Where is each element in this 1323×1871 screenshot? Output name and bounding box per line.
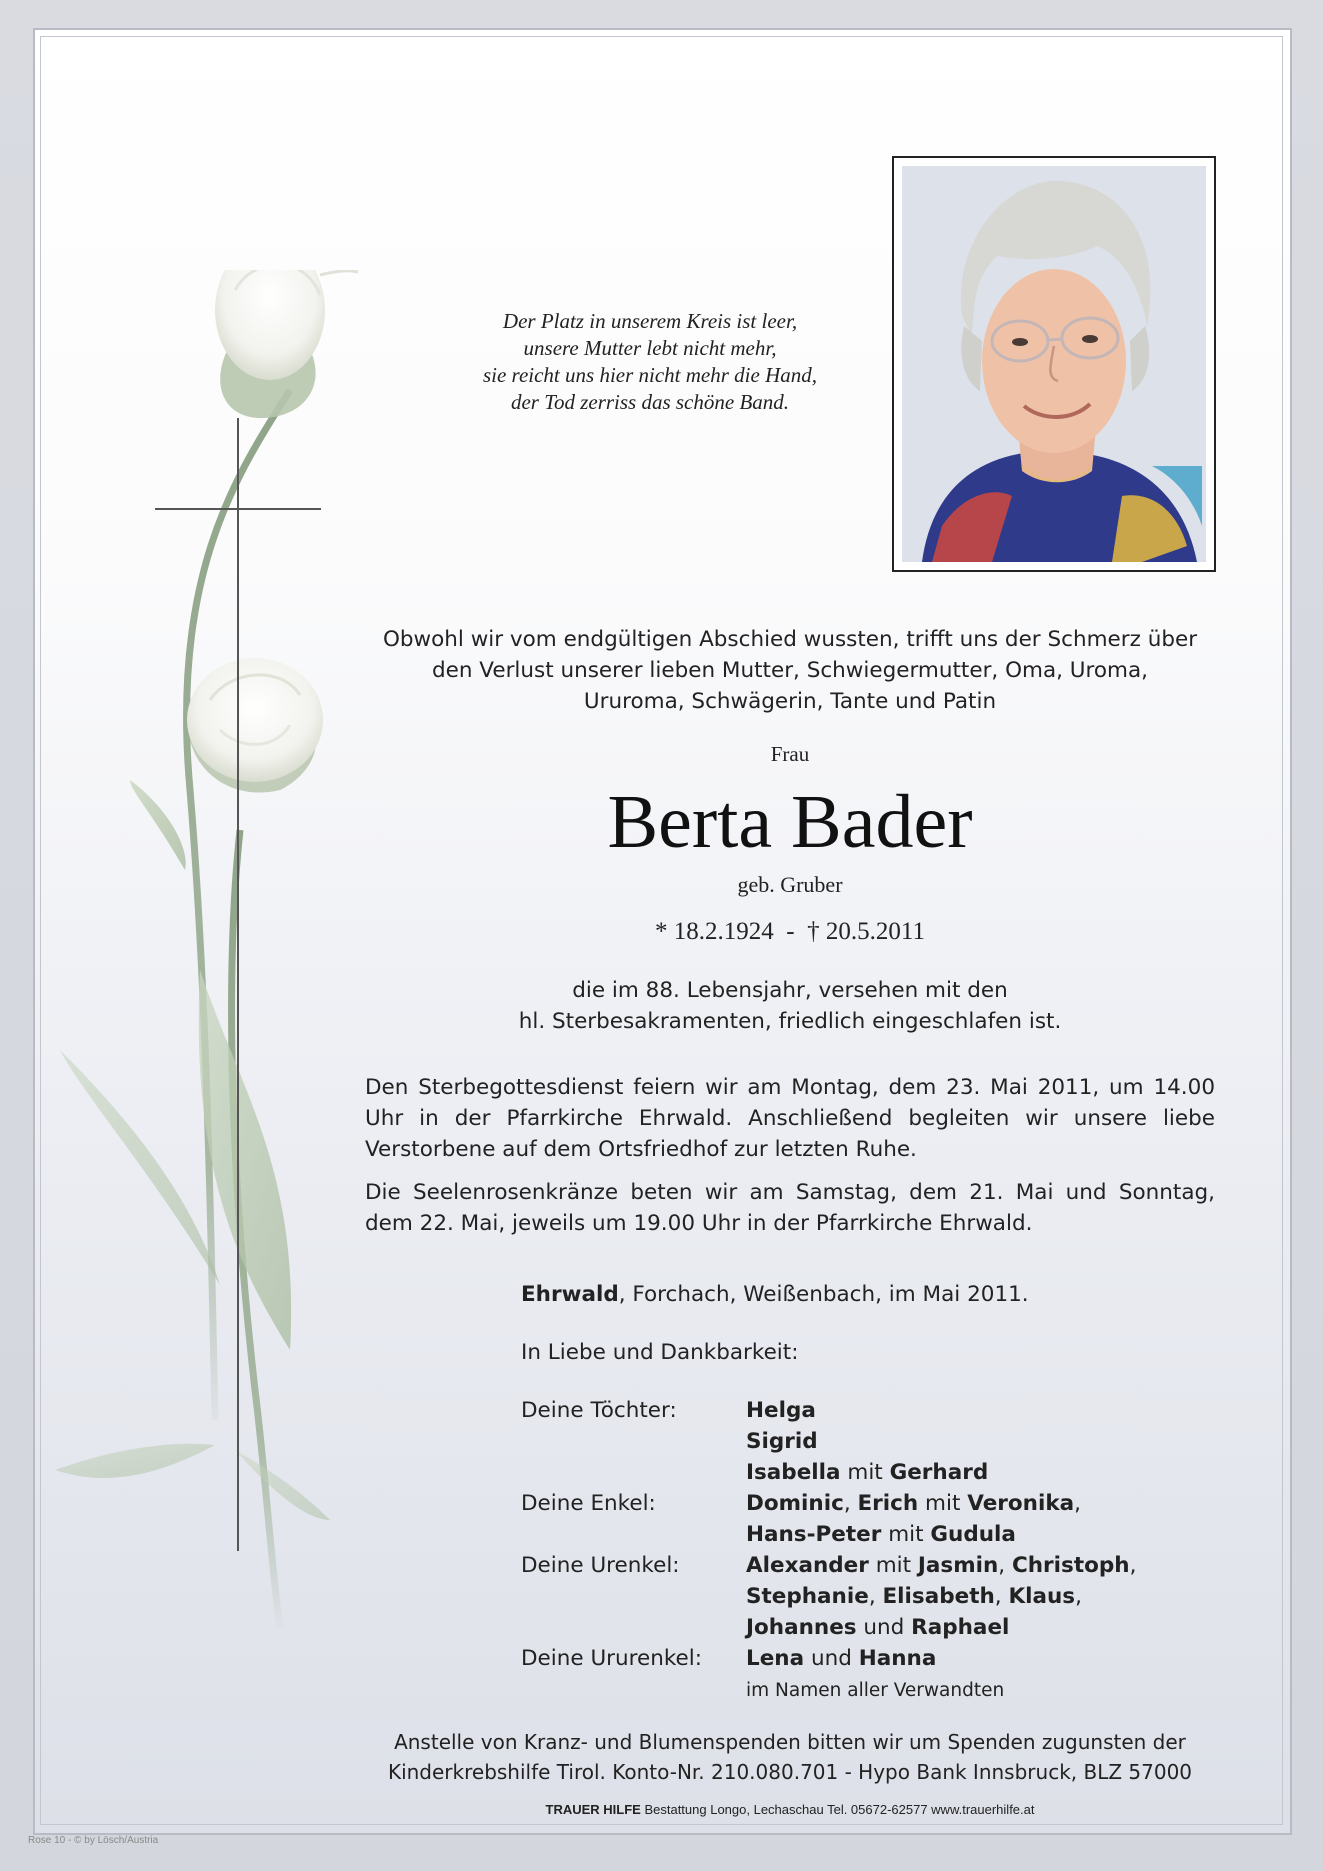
family-name: Stephanie [746, 1584, 869, 1609]
sacrament-line: die im 88. Lebensjahr, versehen mit den [572, 978, 1008, 1003]
list-item [746, 1615, 1009, 1640]
place-rest: , Forchach, Weißenbach, im Mai 2011. [618, 1282, 1029, 1307]
family-name: Isabella [746, 1460, 841, 1485]
intro-line: den Verlust unserer lieben Mutter, Schwiegermutter, Oma, Uroma, [431, 658, 1149, 683]
template-copyright: Rose 10 - © by Lösch/Austria [28, 1835, 159, 1846]
list-item: Dominic, Erich mit Veronika, [746, 1491, 1081, 1516]
daughters-label: Deine Töchter: [521, 1398, 677, 1423]
list-item [746, 1646, 936, 1671]
connector: mit [847, 1460, 883, 1485]
cross-vertical-bar [237, 418, 239, 1551]
cross-horizontal-bar [155, 508, 321, 510]
family-name: Sigrid [746, 1429, 818, 1454]
intro-text [345, 624, 1235, 717]
great-grandchildren-label: Deine Urenkel: [521, 1553, 680, 1578]
funeral-service-text: Den Sterbegottesdienst feiern wir am Montag, dem 23. Mai 2011, um 14.00 Uhr in der Pfarrkirche Ehrwald. Anschließend begleiten wir unsere liebe Verstorbene auf dem Ortsfriedhof zur letzten Ruhe. [365, 1075, 1215, 1162]
connector: und [810, 1646, 852, 1671]
intro-line: Ururoma, Schwägerin, Tante und Patin [583, 689, 997, 714]
list-item [746, 1460, 988, 1485]
family-name: Jasmin [917, 1553, 999, 1578]
portrait-illustration [902, 166, 1206, 562]
donation-line: Anstelle von Kranz- und Blumenspenden bitten wir um Spenden zugunsten der [394, 1730, 1186, 1754]
connector: mit [875, 1553, 912, 1578]
connector: und [863, 1615, 905, 1640]
great-great-grandchildren-label: Deine Ururenkel: [521, 1646, 702, 1671]
donation-line: Kinderkrebshilfe Tirol. Konto-Nr. 210.080.701 - Hypo Bank Innsbruck, BLZ 57000 [387, 1760, 1193, 1784]
family-name: Gerhard [889, 1460, 989, 1485]
portrait-photo-frame [892, 156, 1216, 572]
undertaker-footer [345, 1802, 1235, 1817]
sacrament-text [345, 975, 1235, 1037]
rosary-text: Die Seelenrosenkränze beten wir am Samstag, dem 21. Mai und Sonntag, dem 22. Mai, jeweils um 19.00 Uhr in der Pfarrkirche Ehrwald. [365, 1180, 1215, 1236]
list-item: Alexander mit Jasmin, Christoph, [746, 1553, 1137, 1578]
poem-line: Der Platz in unserem Kreis ist leer, [502, 309, 798, 333]
family-name: Veronika [967, 1491, 1075, 1516]
connector: mit [925, 1491, 961, 1516]
list-item: Stephanie, Elisabeth, Klaus, [746, 1584, 1082, 1609]
connector: mit [888, 1522, 924, 1547]
family-list [521, 1398, 1221, 1758]
intro-line: Obwohl wir vom endgültigen Abschied wussten, trifft uns der Schmerz über [382, 627, 1198, 652]
poem-line: sie reicht uns hier nicht mehr die Hand, [482, 363, 817, 387]
family-name: Helga [746, 1398, 816, 1423]
family-name: Gudula [930, 1522, 1016, 1547]
grandchildren-label: Deine Enkel: [521, 1491, 656, 1516]
family-name: Johannes [746, 1615, 857, 1640]
life-dates: * 18.2.1924 - † 20.5.2011 [655, 918, 925, 945]
family-name: Erich [857, 1491, 919, 1516]
family-name: Hanna [858, 1646, 937, 1671]
family-name: Lena [746, 1646, 805, 1671]
family-name: Hans-Peter [746, 1522, 882, 1547]
sacrament-line: hl. Sterbesakramenten, friedlich eingeschlafen ist. [518, 1009, 1062, 1034]
white-roses-illustration [40, 270, 400, 1650]
relatives-note: im Namen aller Verwandten [746, 1680, 1005, 1701]
undertaker-details: Bestattung Longo, Lechaschau Tel. 05672-62577 www.trauerhilfe.at [640, 1802, 1035, 1817]
family-name: Klaus [1008, 1584, 1076, 1609]
undertaker-brand: TRAUER HILFE [545, 1802, 641, 1817]
memorial-poem [440, 308, 860, 416]
portrait-photo [902, 166, 1206, 562]
family-name: Raphael [911, 1615, 1010, 1640]
poem-line: der Tod zerriss das schöne Band. [510, 390, 790, 414]
place-town: Ehrwald [521, 1282, 619, 1307]
family-name: Christoph [1011, 1553, 1130, 1578]
donation-request [345, 1727, 1235, 1787]
list-item [746, 1398, 816, 1423]
family-name: Dominic [746, 1491, 844, 1516]
family-name: Alexander [746, 1553, 869, 1578]
salutation: Frau [770, 742, 810, 766]
closing-line: In Liebe und Dankbarkeit: [521, 1340, 799, 1365]
maiden-name: geb. Gruber [737, 872, 843, 897]
family-name: Elisabeth [882, 1584, 995, 1609]
poem-line: unsere Mutter lebt nicht mehr, [523, 336, 777, 360]
deceased-name: Berta Bader [607, 780, 973, 864]
list-item [746, 1429, 818, 1454]
place-and-date [521, 1282, 1029, 1307]
list-item [746, 1522, 1016, 1547]
